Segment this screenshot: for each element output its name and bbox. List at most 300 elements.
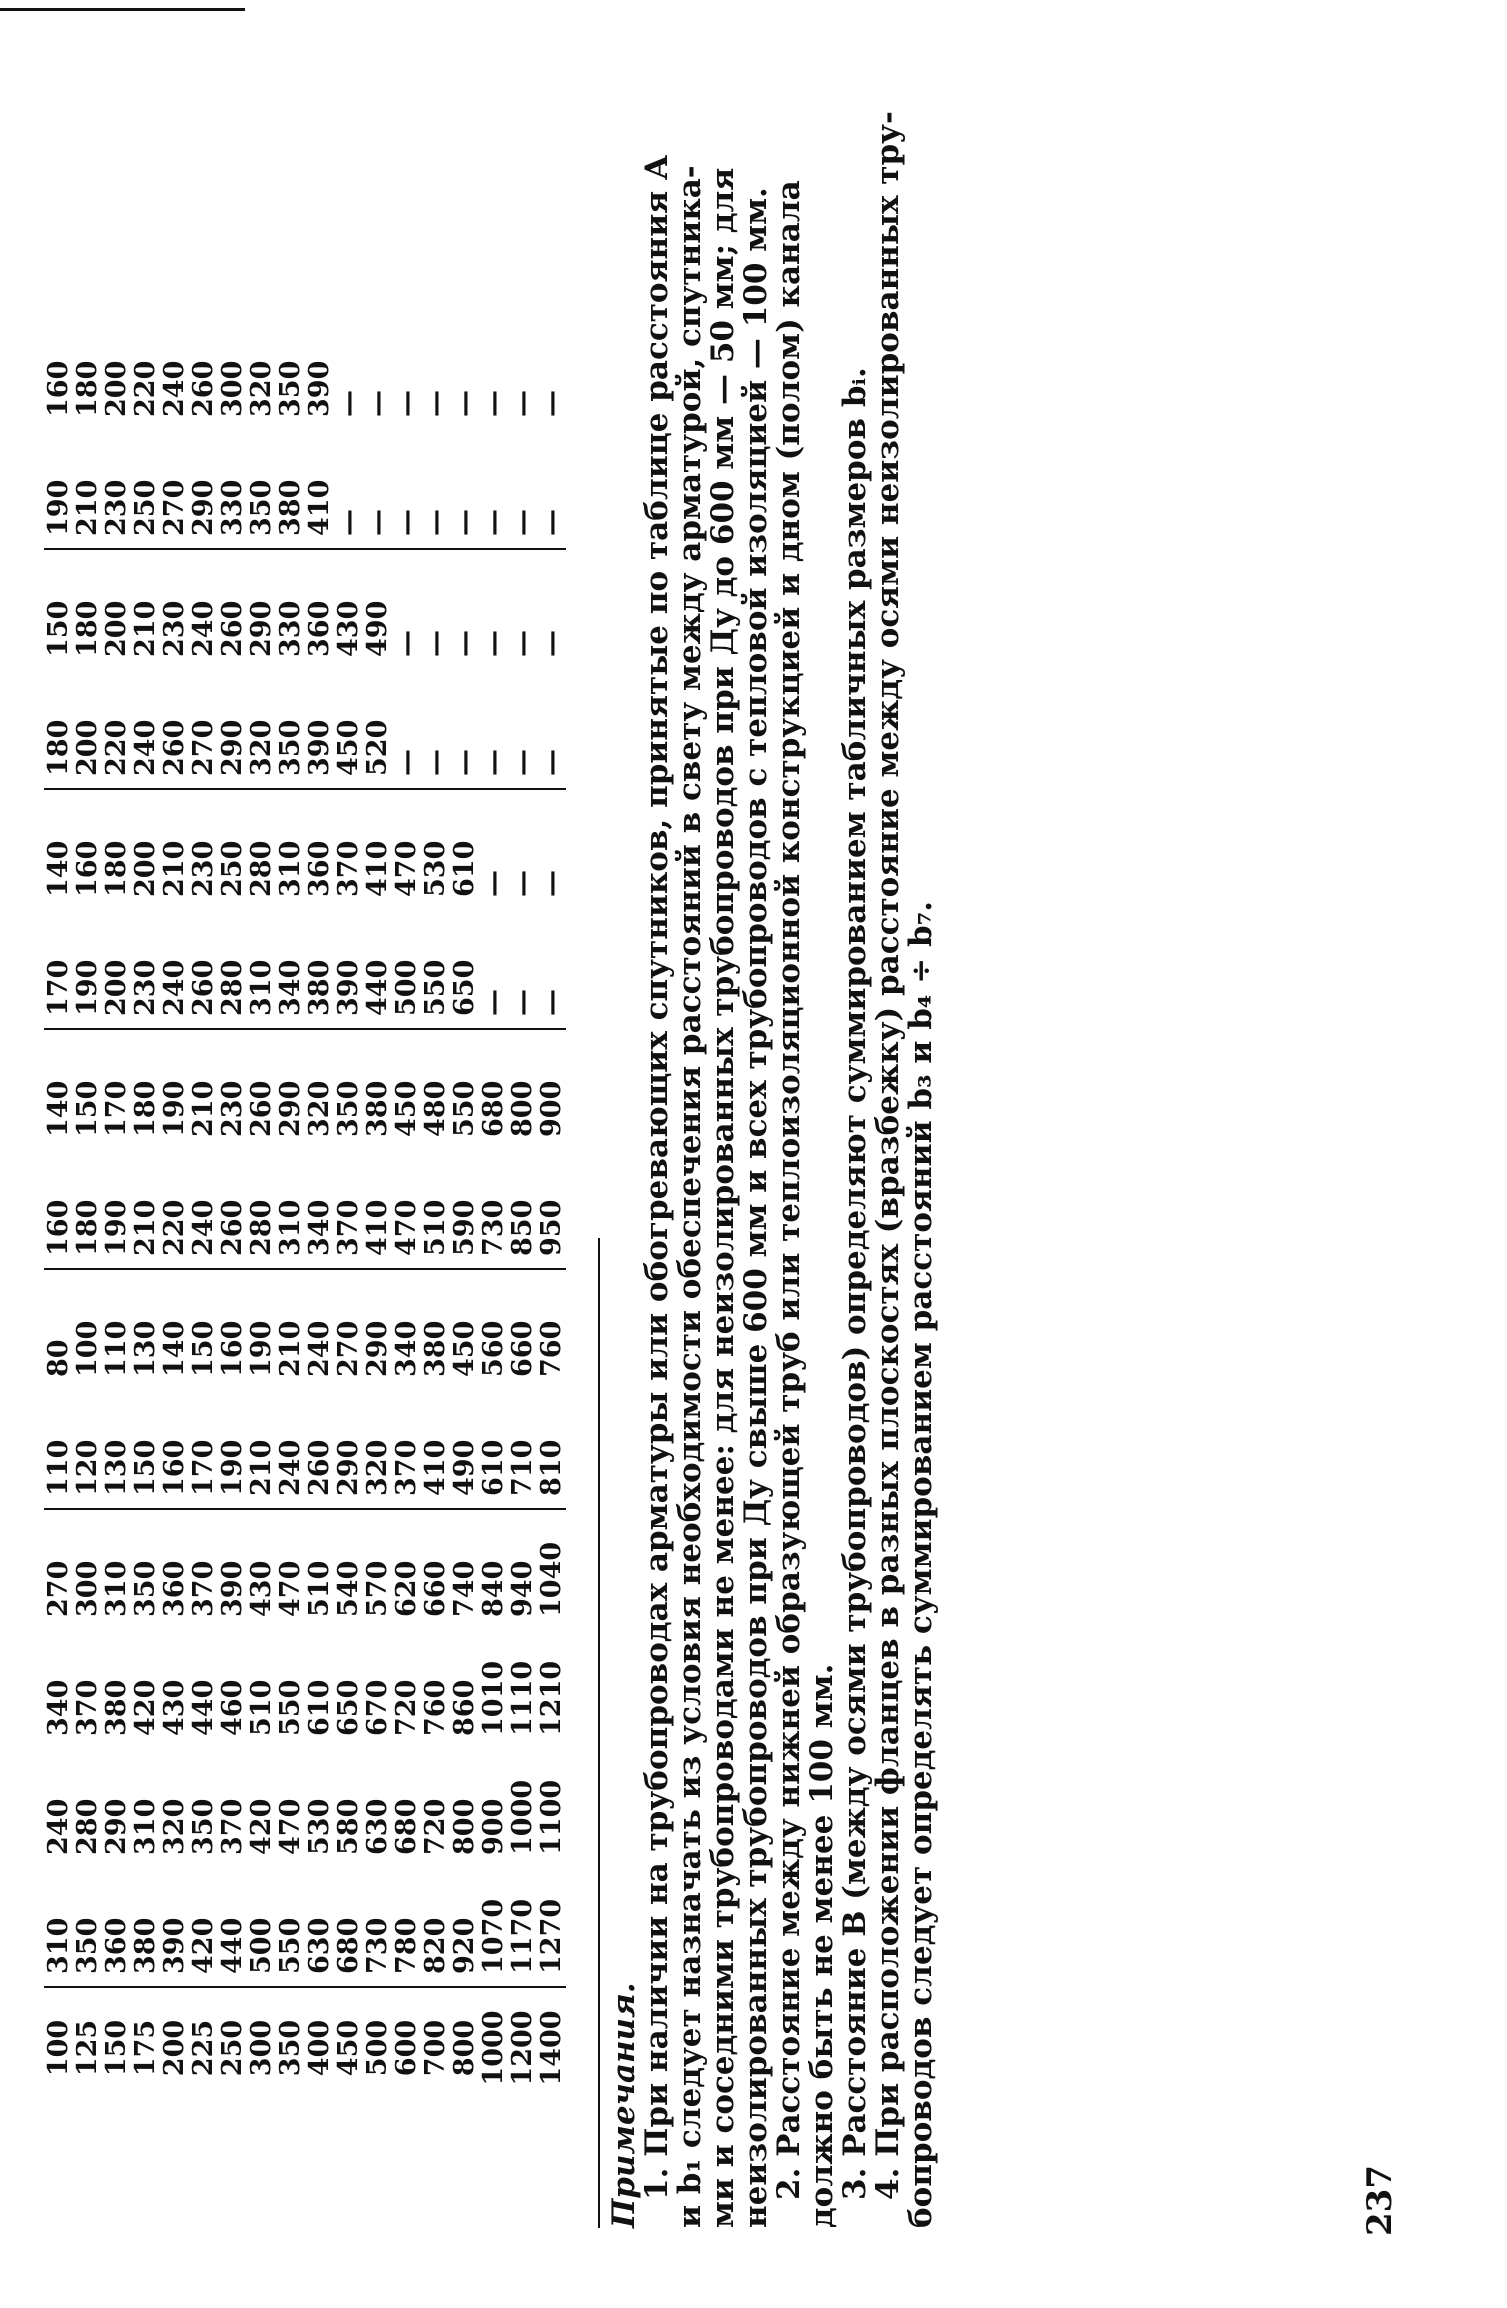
row-header-cell: 100 (43, 2019, 74, 2077)
table-cell: 390 (217, 1560, 248, 1617)
table-cell: 360 (304, 600, 335, 657)
table-cell: — (362, 390, 393, 417)
table-cell: — (363, 429, 392, 549)
table-cell: 150 (72, 1080, 103, 1137)
note-2-line-2: должно быть не менее 100 мм. (804, 1663, 840, 2228)
table-cell: 170 (44, 909, 73, 1029)
table-cell: 550 (276, 1867, 305, 1987)
table-cell: 210 (188, 1080, 219, 1137)
table-cell: 240 (276, 1389, 305, 1509)
table-cell: 900 (536, 1080, 567, 1137)
table-cell: 250 (131, 429, 160, 549)
table-cell: — (507, 630, 538, 657)
table-cell: — (479, 429, 508, 549)
table-cell: 270 (160, 429, 189, 549)
table-cell: 300 (72, 1560, 103, 1617)
table-cell: 630 (362, 1798, 393, 1855)
table-cell: 860 (449, 1679, 480, 1736)
table-cell: 260 (188, 360, 219, 417)
table-cell: 240 (188, 600, 219, 657)
table-cell: 300 (217, 360, 248, 417)
table-cell: 180 (130, 1080, 161, 1137)
table-cell: 230 (159, 600, 190, 657)
table-row (44, 310, 73, 2108)
row-header-cell: 1000 (478, 2010, 509, 2086)
table-cell: 240 (131, 669, 160, 789)
table-cell: 160 (217, 1320, 248, 1377)
table-row (305, 310, 334, 2108)
table-cell: 180 (44, 669, 73, 789)
note-3: 3. Расстояние В (между осями трубопроводов) определяют суммированием табличных размеров bᵢ. (837, 367, 873, 2200)
table-cell: 260 (305, 1389, 334, 1509)
table-cell: 1010 (478, 1660, 509, 1736)
table-cell: 630 (305, 1867, 334, 1987)
table-cell: 210 (275, 1320, 306, 1377)
row-header-cell: 350 (275, 2019, 306, 2077)
table-cell: 260 (160, 669, 189, 789)
table-cell: 370 (333, 840, 364, 897)
table-cell: 190 (218, 1389, 247, 1509)
table-cell: 390 (334, 909, 363, 1029)
table-row (131, 310, 160, 2108)
table-cell: 240 (159, 360, 190, 417)
table-cell: — (333, 390, 364, 417)
notes-title: Примечания. (606, 1982, 642, 2228)
note-4: 4. При расположении фланцев в разных плоскостях (вразбежку) расстояние между осями неизолированных тру- (870, 111, 906, 2200)
table-cell: 450 (334, 669, 363, 789)
table-cell: — (507, 390, 538, 417)
row-header-cell: 800 (449, 2019, 480, 2077)
table-cell: 510 (246, 1679, 277, 1736)
table-cell: 320 (247, 669, 276, 789)
table-cell: 450 (391, 1080, 422, 1137)
table-row (363, 310, 392, 2108)
table-cell: 900 (478, 1798, 509, 1855)
table-row (160, 310, 189, 2108)
table-row (334, 310, 363, 2108)
row-header-cell: 125 (72, 2019, 103, 2077)
table-cell: — (479, 669, 508, 789)
table-cell: 200 (101, 360, 132, 417)
table-cell: 510 (304, 1560, 335, 1617)
table-cell: 720 (391, 1679, 422, 1736)
row-header-cell: 150 (101, 2019, 132, 2077)
table-cell: 760 (420, 1679, 451, 1736)
table-cell: 800 (507, 1080, 538, 1137)
table-cell: 330 (218, 429, 247, 549)
table-cell: 710 (508, 1389, 537, 1509)
table-cell: 650 (450, 909, 479, 1029)
table-cell: 1100 (536, 1779, 567, 1855)
table-cell: 740 (449, 1560, 480, 1617)
table-cell: 360 (304, 840, 335, 897)
table-cell: 940 (507, 1560, 538, 1617)
table-cell: 1040 (536, 1541, 567, 1617)
note-1-line-2: и b₁ следует назначать из условия необходимости обеспечения расстояний в свету между арматурой, спутника- (672, 165, 708, 2228)
table-cell: 120 (73, 1389, 102, 1509)
table-cell: 480 (420, 1080, 451, 1137)
table-cell: 230 (188, 840, 219, 897)
table-cell: 420 (246, 1798, 277, 1855)
table-cell: 80 (43, 1339, 74, 1377)
table-cell: 310 (101, 1560, 132, 1617)
table-cell: 420 (130, 1679, 161, 1736)
table-cell: 190 (246, 1320, 277, 1377)
note-2: 2. Расстояние между нижней образующей труб или теплоизоляционной конструкцией и дном (полом) канала (771, 180, 807, 2200)
table-cell: 670 (362, 1679, 393, 1736)
table-cell: 180 (72, 360, 103, 417)
table-cell: 780 (392, 1867, 421, 1987)
table-cell: 290 (189, 429, 218, 549)
table-cell: 230 (131, 909, 160, 1029)
table-row (479, 310, 508, 2108)
table-cell: 220 (130, 360, 161, 417)
table-cell: 320 (159, 1798, 190, 1855)
table-cell: 470 (275, 1798, 306, 1855)
table-cell: 340 (43, 1679, 74, 1736)
table-cell: 280 (218, 909, 247, 1029)
table-cell: 470 (275, 1560, 306, 1617)
table-cell: 440 (218, 1867, 247, 1987)
table-cell: 410 (362, 840, 393, 897)
note-1-line-3: ми и соседними трубопроводами не менее: для неизолированных трубопроводов при Ду до 600 мм — 50 мм; для (705, 167, 741, 2228)
table-cell: 150 (43, 600, 74, 657)
table-cell: 220 (102, 669, 131, 789)
table-cell: 290 (218, 669, 247, 789)
table-cell: 370 (188, 1560, 219, 1617)
table-cell: 310 (247, 909, 276, 1029)
table-row (73, 310, 102, 2108)
table-cell: 370 (72, 1679, 103, 1736)
table-cell: 350 (247, 429, 276, 549)
table-cell: — (537, 429, 566, 549)
table-cell: 200 (130, 840, 161, 897)
table-cell: 490 (362, 600, 393, 657)
table-cell: 550 (421, 909, 450, 1029)
table-cell: 550 (275, 1679, 306, 1736)
table-cell: 440 (363, 909, 392, 1029)
table-cell: 850 (508, 1149, 537, 1269)
table-cell: 1070 (479, 1867, 508, 1987)
table-cell: — (536, 390, 567, 417)
table-cell: 760 (536, 1320, 567, 1377)
table-cell: 180 (72, 600, 103, 657)
table-cell: 510 (421, 1149, 450, 1269)
spacing-table (44, 310, 566, 2108)
table-cell: 680 (334, 1867, 363, 1987)
table-cell: 730 (363, 1867, 392, 1987)
table-cell: 110 (44, 1389, 73, 1509)
table-cell: 140 (159, 1320, 190, 1377)
table-cell: — (421, 429, 450, 549)
table-row (189, 310, 218, 2108)
row-header-cell: 700 (420, 2019, 451, 2077)
table-cell: 200 (102, 909, 131, 1029)
table-cell: 250 (217, 840, 248, 897)
table-cell: 360 (159, 1560, 190, 1617)
table-cell: 420 (189, 1867, 218, 1987)
table-cell: — (508, 429, 537, 549)
table-cell: 210 (130, 600, 161, 657)
table-cell: 540 (333, 1560, 364, 1617)
page-number: 237 (1360, 2165, 1400, 2236)
table-cell: 370 (334, 1149, 363, 1269)
table-cell: 470 (392, 1149, 421, 1269)
table-cell: 230 (217, 1080, 248, 1137)
table-cell: — (478, 630, 509, 657)
table-cell: — (421, 669, 450, 789)
row-header-cell: 400 (304, 2019, 335, 2077)
table-cell: 260 (189, 909, 218, 1029)
table-cell: — (508, 669, 537, 789)
table-cell: 290 (275, 1080, 306, 1137)
table-cell: 210 (159, 840, 190, 897)
table-cell: 1210 (536, 1660, 567, 1736)
table-cell: 380 (276, 429, 305, 549)
table-cell: 950 (537, 1149, 566, 1269)
table-cell: 200 (101, 600, 132, 657)
table-cell: 410 (363, 1149, 392, 1269)
table-cell: 350 (333, 1080, 364, 1137)
table-cell: — (478, 870, 509, 897)
table-cell: 530 (304, 1798, 335, 1855)
table-cell: 350 (275, 360, 306, 417)
table-cell: 290 (362, 1320, 393, 1377)
table-row (421, 310, 450, 2108)
table-cell: 290 (101, 1798, 132, 1855)
table-cell: 310 (275, 840, 306, 897)
table-row (276, 310, 305, 2108)
table-cell: 270 (189, 669, 218, 789)
table-cell: 460 (217, 1679, 248, 1736)
table-cell: 810 (537, 1389, 566, 1509)
table-cell: 340 (305, 1149, 334, 1269)
table-cell: 370 (392, 1389, 421, 1509)
table-cell: 920 (450, 1867, 479, 1987)
table-row (218, 310, 247, 2108)
table-cell: 330 (275, 600, 306, 657)
note-1-line-4: неизолированных трубопроводов при Ду свыше 600 мм и всех трубопроводов с тепловой изоляцией — 100 мм. (738, 187, 774, 2228)
table-cell: 160 (44, 1149, 73, 1269)
table-cell: 190 (102, 1149, 131, 1269)
table-cell: 180 (101, 840, 132, 897)
table-cell: — (392, 429, 421, 549)
table-row (247, 310, 276, 2108)
table-cell: 1110 (507, 1660, 538, 1736)
table-cell: 130 (130, 1320, 161, 1377)
table-cell: 130 (102, 1389, 131, 1509)
table-cell: 430 (159, 1679, 190, 1736)
table-cell: 240 (160, 909, 189, 1029)
table-cell: — (536, 630, 567, 657)
table-cell: 210 (131, 1149, 160, 1269)
table-cell: 360 (102, 1867, 131, 1987)
table-cell: 240 (189, 1149, 218, 1269)
table-cell: 190 (73, 909, 102, 1029)
table-row (508, 310, 537, 2108)
table-cell: — (391, 630, 422, 657)
table-cell: 200 (73, 669, 102, 789)
table-cell: — (508, 909, 537, 1029)
table-cell: 280 (246, 840, 277, 897)
note-4-line-2: бопроводов следует определять суммированием расстояний b₃ и b₄ ÷ b₇. (903, 900, 939, 2228)
row-header-cell: 225 (188, 2019, 219, 2077)
table-cell: 310 (44, 1867, 73, 1987)
table-cell: 620 (391, 1560, 422, 1617)
notes-block (598, 28, 938, 2228)
table-cell: 680 (478, 1080, 509, 1137)
table-cell: 260 (217, 600, 248, 657)
table-cell: 170 (101, 1080, 132, 1137)
table-cell: 470 (391, 840, 422, 897)
table-cell: — (507, 870, 538, 897)
table-cell: 160 (160, 1389, 189, 1509)
table-cell: 230 (102, 429, 131, 549)
table-cell: 390 (304, 360, 335, 417)
table-cell: 1270 (537, 1867, 566, 1987)
table-cell: 610 (449, 840, 480, 897)
table-cell: 840 (478, 1560, 509, 1617)
table-cell: 590 (450, 1149, 479, 1269)
table-cell: 350 (276, 669, 305, 789)
table-cell: 340 (276, 909, 305, 1029)
row-header-cell: 1200 (507, 2010, 538, 2086)
table-cell: — (537, 909, 566, 1029)
table-cell: 440 (188, 1679, 219, 1736)
table-cell: 500 (247, 1867, 276, 1987)
table-cell: 310 (276, 1149, 305, 1269)
table-cell: — (450, 429, 479, 549)
table-cell: 340 (391, 1320, 422, 1377)
table-cell: — (449, 630, 480, 657)
table-cell: — (420, 390, 451, 417)
table-cell: 150 (188, 1320, 219, 1377)
table-row (392, 310, 421, 2108)
table-cell: — (449, 390, 480, 417)
table-cell: 380 (101, 1679, 132, 1736)
table-cell: 390 (160, 1867, 189, 1987)
row-header-cell: 600 (391, 2019, 422, 2077)
table-cell: 180 (73, 1149, 102, 1269)
table-cell: — (420, 630, 451, 657)
table-cell: 270 (43, 1560, 74, 1617)
table-cell: 570 (362, 1560, 393, 1617)
table-cell: 280 (72, 1798, 103, 1855)
table-cell: 240 (43, 1798, 74, 1855)
table-cell: — (479, 909, 508, 1029)
table-row (537, 310, 566, 2108)
table-cell: 410 (305, 429, 334, 549)
table-cell: 1170 (508, 1867, 537, 1987)
table-cell: 380 (362, 1080, 393, 1137)
table-cell: 380 (131, 1867, 160, 1987)
table-cell: 280 (247, 1149, 276, 1269)
table-cell: 320 (246, 360, 277, 417)
table-cell: — (537, 669, 566, 789)
table-cell: 650 (333, 1679, 364, 1736)
table-row (450, 310, 479, 2108)
table-cell: 800 (449, 1798, 480, 1855)
table-cell: 170 (189, 1389, 218, 1509)
table-cell: 260 (246, 1080, 277, 1137)
table-cell: 160 (43, 360, 74, 417)
row-header-cell: 450 (333, 2019, 364, 2077)
table-cell: 530 (420, 840, 451, 897)
table-cell: 160 (72, 840, 103, 897)
table-cell: 150 (131, 1389, 160, 1509)
table-cell: 350 (130, 1560, 161, 1617)
table-cell: — (450, 669, 479, 789)
table-cell: 580 (333, 1798, 364, 1855)
table-cell: — (536, 870, 567, 897)
table-cell: 320 (304, 1080, 335, 1137)
table-cell: 660 (420, 1560, 451, 1617)
table-cell: 290 (334, 1389, 363, 1509)
table-cell: 730 (479, 1149, 508, 1269)
table-cell: 320 (363, 1389, 392, 1509)
table-cell: 410 (421, 1389, 450, 1509)
table-cell: 520 (363, 669, 392, 789)
table-cell: 210 (247, 1389, 276, 1509)
row-header-cell: 250 (217, 2019, 248, 2077)
table-cell: 430 (246, 1560, 277, 1617)
table-cell: 140 (43, 840, 74, 897)
table-cell: 560 (478, 1320, 509, 1377)
table-cell: 350 (188, 1798, 219, 1855)
table-row (102, 310, 131, 2108)
table-cell: 380 (305, 909, 334, 1029)
table-cell: 100 (72, 1320, 103, 1377)
note-1: 1. При наличии на трубопроводах арматуры или обогревающих спутников, принятые по таблице расстояния А (639, 154, 675, 2200)
table-cell: 370 (217, 1798, 248, 1855)
table-cell: 110 (101, 1320, 132, 1377)
row-header-cell: 300 (246, 2019, 277, 2077)
table-cell: 380 (420, 1320, 451, 1377)
table-cell: — (478, 390, 509, 417)
table-cell: 390 (305, 669, 334, 789)
table-cell: 500 (392, 909, 421, 1029)
table-cell: 210 (73, 429, 102, 549)
table-cell: 680 (391, 1798, 422, 1855)
table-cell: 220 (160, 1149, 189, 1269)
row-header-cell: 200 (159, 2019, 190, 2077)
row-header-cell: 175 (130, 2019, 161, 2077)
table-cell: 310 (130, 1798, 161, 1855)
table-cell: 550 (449, 1080, 480, 1137)
table-cell: 430 (333, 600, 364, 657)
table-cell: 1000 (507, 1779, 538, 1855)
table-cell: — (391, 390, 422, 417)
table-cell: 260 (218, 1149, 247, 1269)
table-cell: — (334, 429, 363, 549)
table-cell: 290 (246, 600, 277, 657)
table-cell: 610 (479, 1389, 508, 1509)
row-header-cell: 1400 (536, 2010, 567, 2086)
table-cell: 350 (73, 1867, 102, 1987)
table-cell: 190 (44, 429, 73, 549)
table-cell: 820 (421, 1867, 450, 1987)
table-cell: 140 (43, 1080, 74, 1137)
table-cell: 610 (304, 1679, 335, 1736)
table-cell: 720 (420, 1798, 451, 1855)
table-cell: 190 (159, 1080, 190, 1137)
table-cell: 240 (304, 1320, 335, 1377)
table-cell: — (392, 669, 421, 789)
row-header-cell: 500 (362, 2019, 393, 2077)
table-cell: 660 (507, 1320, 538, 1377)
table-cell: 270 (333, 1320, 364, 1377)
table-cell: 450 (449, 1320, 480, 1377)
